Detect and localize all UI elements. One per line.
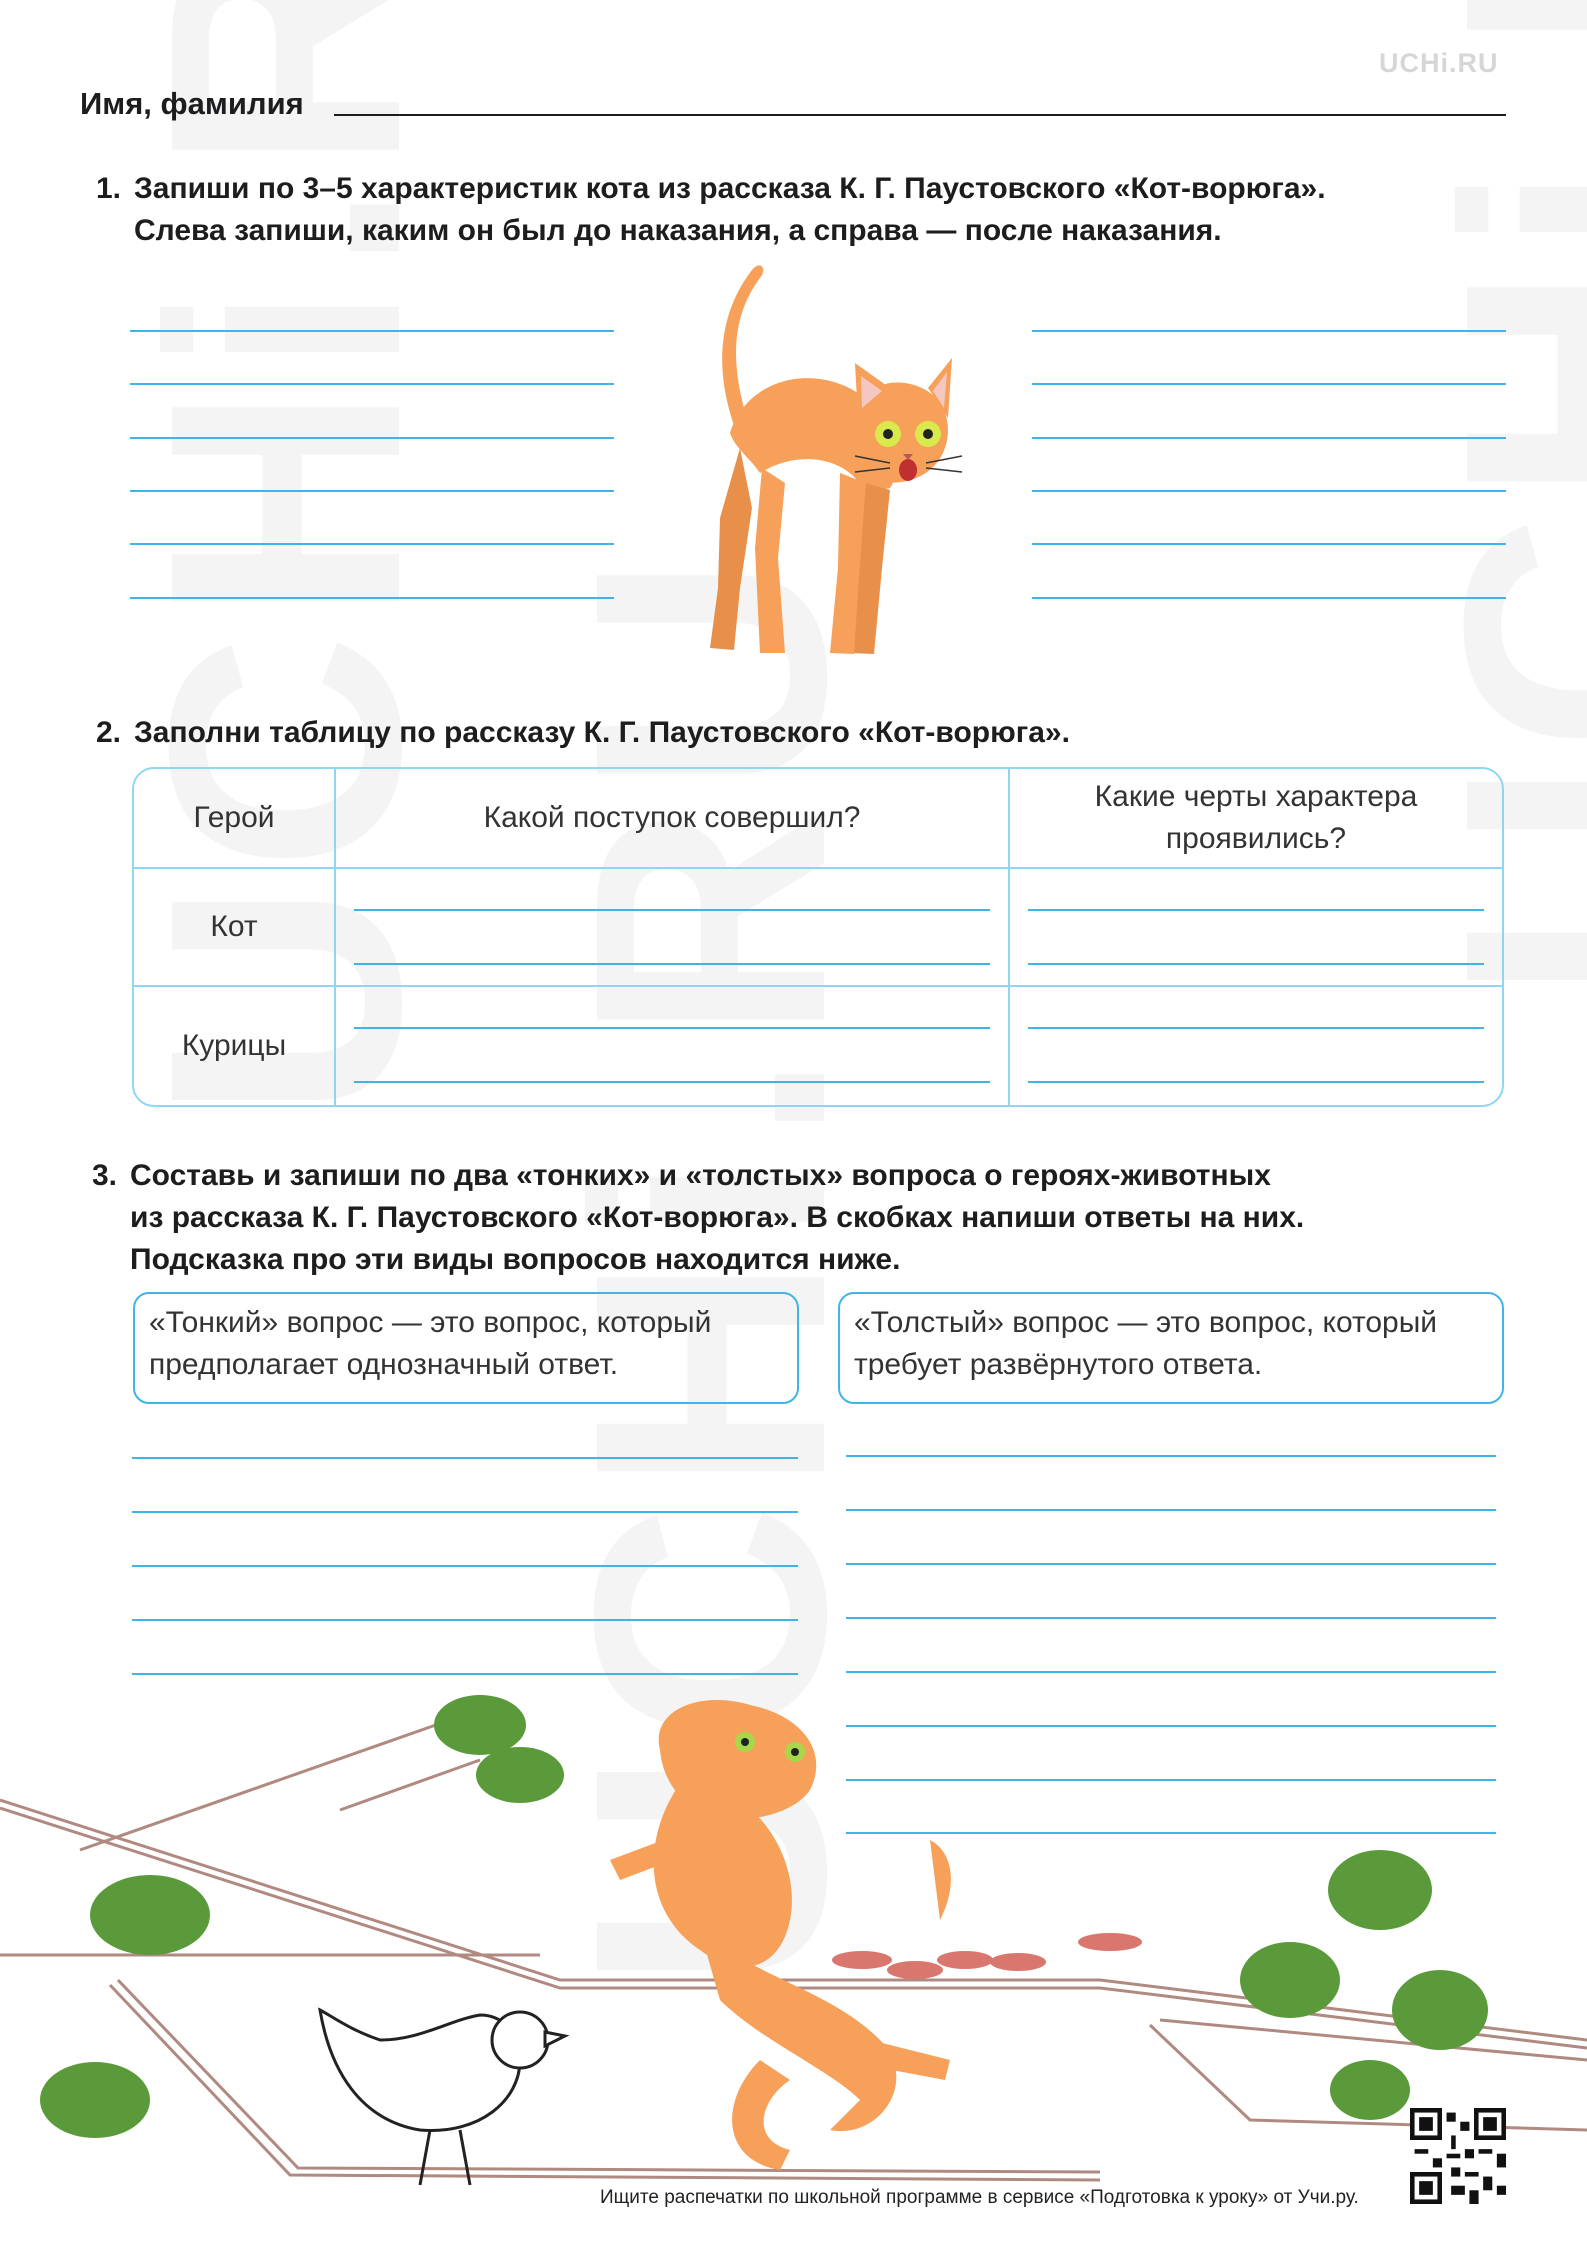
- task-1: [96, 168, 1516, 252]
- arched-cat-illustration: [690, 258, 990, 663]
- table-cell-hens-action[interactable]: [336, 987, 1010, 1105]
- task-1-text-line2: Слева запиши, каким он был до наказания, а справа — после наказания.: [134, 214, 1222, 247]
- sausages: [832, 1933, 1142, 1979]
- table-header-action: Какой поступок совершил?: [336, 769, 1010, 869]
- table-row-cat-label: Кот: [134, 869, 336, 987]
- task-3-number: 3.: [92, 1159, 118, 1192]
- table-cell-cat-action[interactable]: [336, 869, 1010, 987]
- task-2-text: Заполни таблицу по рассказу К. Г. Паустовского «Кот-ворюга».: [134, 716, 1070, 749]
- task-3-text-line1: Составь и запиши по два «тонких» и «толстых» вопроса о героях-животных: [130, 1159, 1271, 1192]
- table-header-traits: Какие черты характера проявились?: [1010, 769, 1502, 869]
- task-2-number: 2.: [96, 716, 122, 749]
- bottom-illustration: [0, 1680, 1587, 2200]
- task-2-table: [132, 767, 1504, 1107]
- task-3-text-line3: Подсказка про эти виды вопросов находится ниже.: [130, 1243, 901, 1276]
- task-3-text-line2: из рассказа К. Г. Паустовского «Кот-ворюга». В скобках напиши ответы на них.: [130, 1201, 1305, 1234]
- task-2: [96, 712, 1516, 754]
- task-1-text-line1: Запиши по 3–5 характеристик кота из рассказа К. Г. Паустовского «Кот-ворюга».: [134, 172, 1326, 205]
- table-header-hero: Герой: [134, 769, 336, 869]
- qr-code: [1410, 2108, 1506, 2204]
- bird-outline: [320, 2010, 565, 2185]
- stealing-cat: [610, 1700, 951, 2170]
- table-cell-cat-traits[interactable]: [1010, 869, 1502, 987]
- hint-thin-question: «Тонкий» вопрос — это вопрос, который предполагает однозначный ответ.: [133, 1292, 799, 1404]
- table-row-hens-label: Курицы: [134, 987, 336, 1105]
- hint-thick-question: «Толстый» вопрос — это вопрос, который требует развёрнутого ответа.: [838, 1292, 1504, 1404]
- name-field-line[interactable]: [334, 114, 1506, 116]
- task-1-number: 1.: [96, 172, 122, 205]
- table-cell-hens-traits[interactable]: [1010, 987, 1502, 1105]
- footer-text: Ищите распечатки по школьной программе в сервисе «Подготовка к уроку» от Учи.ру.: [600, 2187, 1359, 2208]
- brand-logo: UCHi.RU: [1379, 48, 1499, 78]
- task-3: [92, 1155, 1512, 1281]
- name-label: Имя, фамилия: [80, 86, 304, 121]
